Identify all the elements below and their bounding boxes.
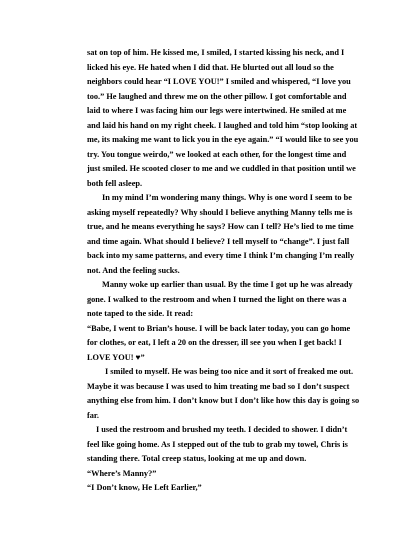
dialogue-line	[87, 481, 420, 496]
text-line: licked his eye. He hated when I did that. He blurted out all loud so the	[87, 62, 334, 72]
text-line: asking myself repeatedly? Why should I believe anything Manny tells me is	[87, 207, 353, 217]
text-line: Maybe it was because I was used to him treating me bad so I don’t suspect	[87, 381, 350, 391]
text-line: LOVE YOU! ♥”	[87, 352, 145, 362]
text-line: for clothes, or eat, I left a 20 on the dresser, ill see you when I get back! I	[87, 338, 342, 347]
text-line: I smiled to myself. He was being too nice and it sort of freaked me out.	[105, 367, 354, 376]
paragraph	[87, 365, 420, 423]
text-line: and laid his hand on my right cheek. I laughed and told him “stop looking at	[87, 120, 358, 130]
paragraph	[87, 278, 420, 322]
text-line: too.” He laughed and threw me on the other pillow. I got comfortable and	[87, 91, 347, 101]
note-quote	[87, 322, 420, 366]
text-line: “I Don’t know, He Left Earlier,”	[87, 483, 202, 492]
text-line: try. You tongue weirdo,” we looked at each other, for the longest time and	[87, 149, 347, 159]
text-line: not. And the feeling sucks.	[87, 265, 180, 275]
text-line: “Where’s Manny?”	[87, 468, 157, 478]
text-line: feel like going home. As I stepped out of the tub to grab my towel, Chris is	[87, 439, 348, 449]
dialogue-line	[87, 467, 420, 482]
paragraph	[87, 191, 420, 278]
text-line: and time again. What should I believe? I tell myself to “change”. I just fall	[87, 236, 350, 246]
text-line: just smiled. He scooted closer to me and we cuddled in that position until we	[87, 164, 356, 173]
text-line: Manny woke up earlier than usual. By the time I got up he was already	[102, 280, 353, 289]
text-line: In my mind I’m wondering many things. Why is one word I seem to be	[102, 193, 352, 202]
text-line: me, its making me want to lick you in the eye again.” “I would like to see you	[87, 135, 359, 144]
text-line: anything else from him. I don’t know but I don’t like how this day is going so	[87, 396, 360, 405]
text-line: I used the restroom and brushed my teeth. I decided to shower. I didn’t	[96, 425, 348, 434]
text-line: back into my same patterns, and every time I think I’m changing I’m really	[87, 251, 355, 260]
text-line: neighbors could hear “I LOVE YOU!” I smiled and whispered, “I love you	[87, 77, 351, 86]
text-line: gone. I walked to the restroom and when I turned the light on there was a	[87, 294, 347, 304]
paragraph	[87, 423, 420, 467]
text-line: “Babe, I went to Brian’s house. I will be back later today, you can go home	[87, 323, 351, 333]
text-line: note taped to the side. It read:	[87, 309, 194, 318]
text-line: laid to where I was facing him our legs were intertwined. He smiled at me	[87, 106, 347, 115]
text-line: true, and he means everything he says? How can I tell? He’s lied to me time	[87, 222, 354, 231]
paragraph	[87, 46, 420, 191]
text-line: far.	[87, 410, 99, 420]
text-line: sat on top of him. He kissed me, I smiled, I started kissing his neck, and I	[87, 48, 345, 57]
text-line: both fell asleep.	[87, 178, 143, 188]
text-line: standing there. Total creep status, looking at me up and down.	[87, 454, 307, 463]
